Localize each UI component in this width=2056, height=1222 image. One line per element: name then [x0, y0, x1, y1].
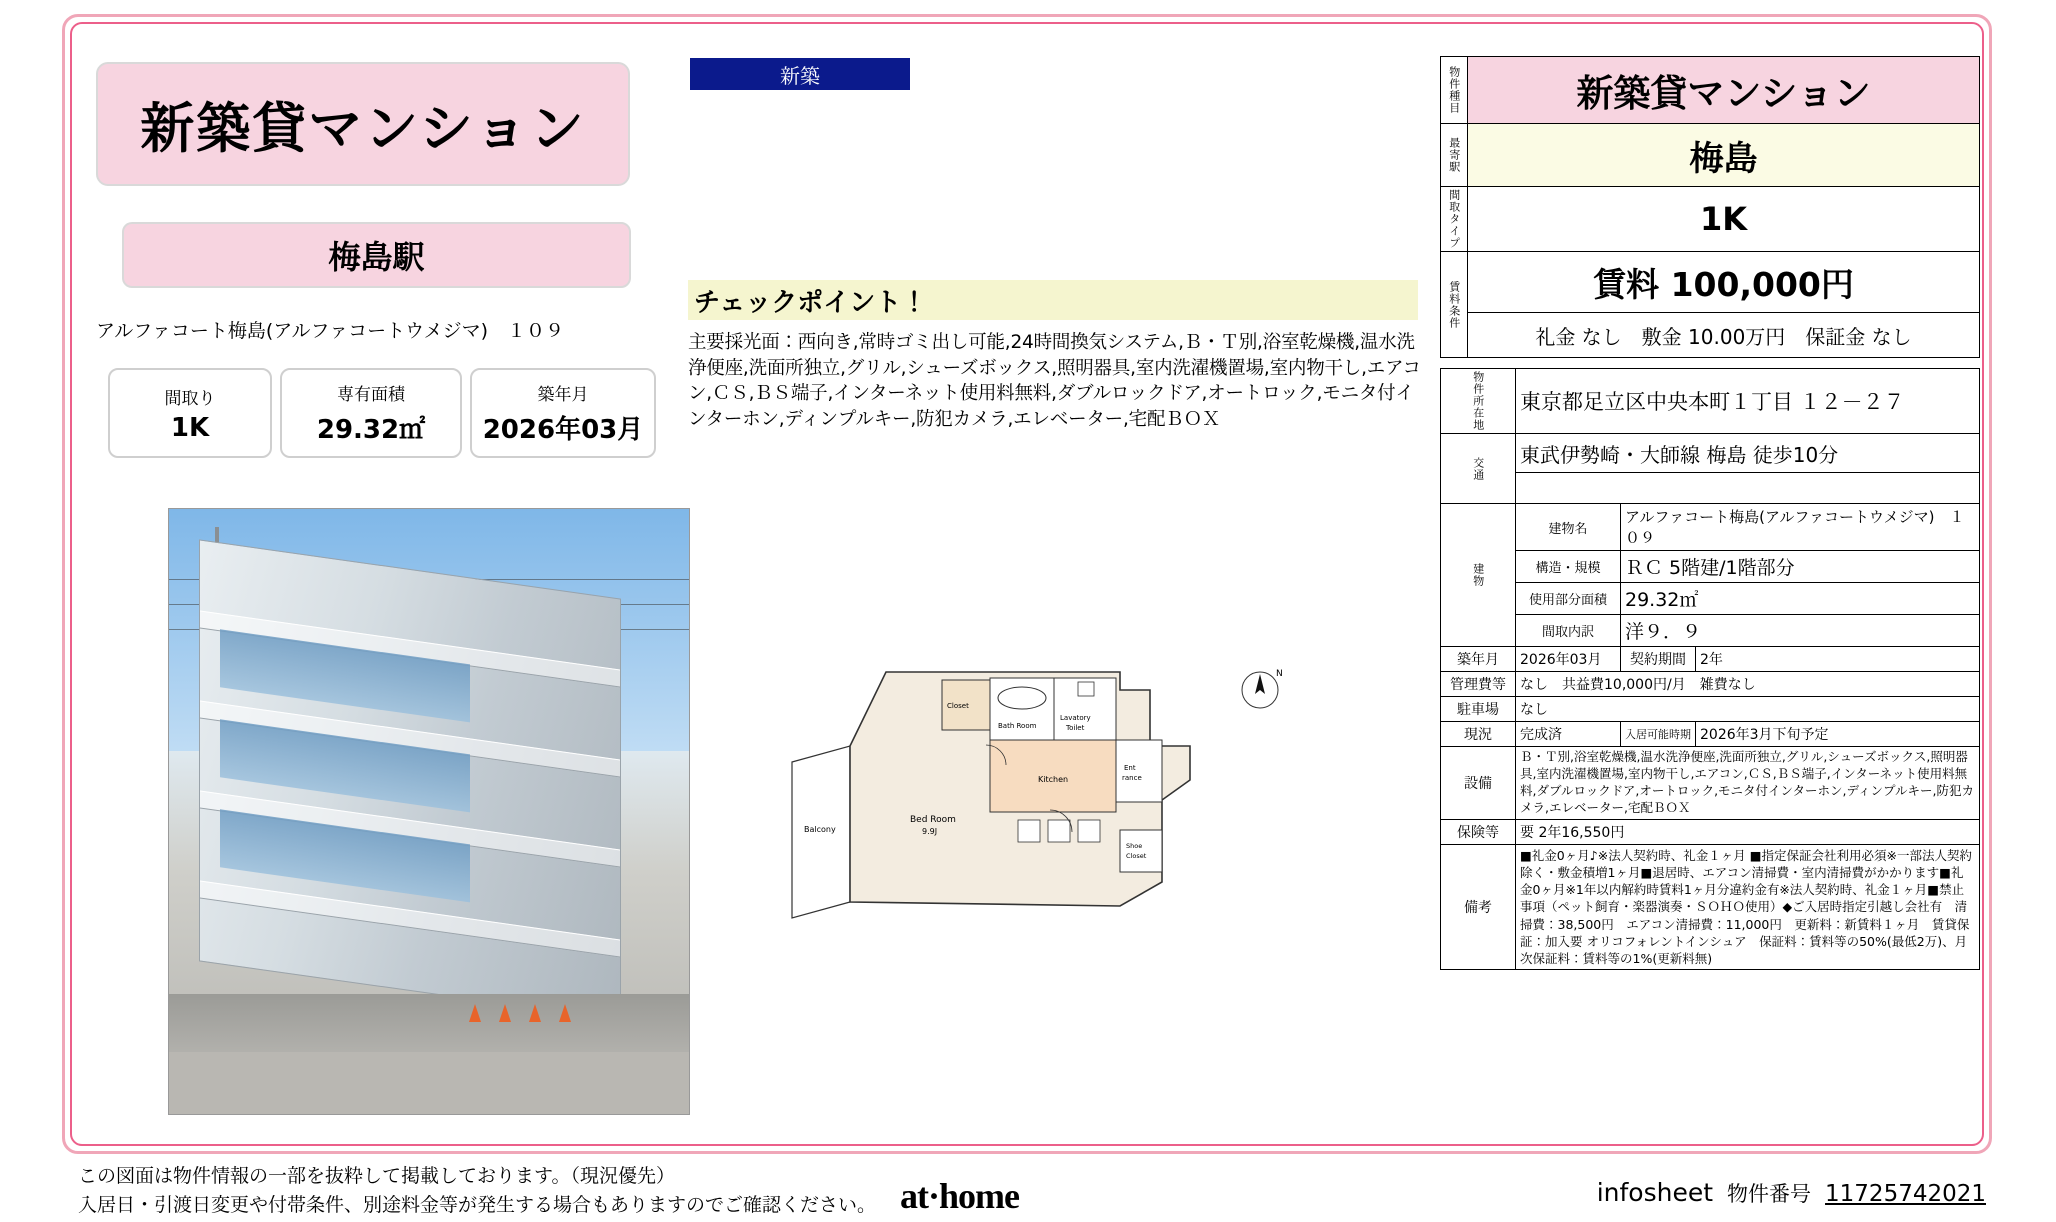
remarks-label: 備考	[1441, 844, 1516, 970]
station-box	[122, 222, 631, 288]
details-row-status	[1441, 722, 1980, 747]
spec-built	[470, 368, 656, 458]
details-address-value: 東京都足立区中央本町１丁目 １２－２７	[1516, 369, 1980, 434]
details-row-address	[1441, 369, 1980, 434]
infosheet-label: infosheet	[1596, 1178, 1714, 1207]
summary-station-label: 最寄駅	[1441, 124, 1468, 187]
spec-built-value: 2026年03月	[482, 415, 644, 445]
checkpoint-title: チェックポイント！	[688, 280, 1418, 320]
summary-row-terms	[1441, 313, 1980, 358]
parking-label: 駐車場	[1441, 697, 1516, 722]
details-building-label: 建物	[1441, 504, 1516, 647]
details-row-parking	[1441, 697, 1980, 722]
building-name-value: アルファコート梅島(アルファコートウメジマ) １０９	[1621, 504, 1980, 551]
compass-north: N	[1276, 669, 1283, 679]
floorplan-svg	[790, 650, 1330, 950]
building-name: アルファコート梅島(アルファコートウメジマ) １０９	[96, 320, 564, 342]
photo-road	[169, 1052, 689, 1114]
floorplan	[790, 650, 1330, 950]
svg-text:Balcony: Balcony	[804, 825, 836, 834]
property-type-title-box	[96, 62, 630, 186]
spec-built-label: 築年月	[537, 385, 589, 405]
infosheet-footer	[1597, 1178, 1986, 1208]
movein-label: 入居可能時期	[1621, 722, 1696, 747]
details-traffic-blank	[1516, 473, 1980, 504]
contract-period-label: 契約期間	[1621, 647, 1696, 672]
svg-text:9.9J: 9.9J	[922, 827, 938, 836]
built-label: 築年月	[1441, 647, 1516, 672]
summary-type-label: 物件種目	[1441, 57, 1468, 124]
station-name: 梅島駅	[328, 238, 425, 276]
svg-text:Lavatory: Lavatory	[1060, 714, 1091, 722]
footer-note-line2: 入居日・引渡日変更や付帯条件、別途料金等が発生する場合もありますのでご確認ください。	[78, 1193, 877, 1216]
property-number-value: 11725742021	[1825, 1181, 1986, 1207]
checkpoint-body: 主要採光面：西向き,常時ゴミ出し可能,24時間換気システム,Ｂ・Ｔ別,浴室乾燥機,温水洗浄便座,洗面所独立,グリル,シューズボックス,照明器具,室内洗濯機置場,室内物干し,エアコン,ＣＳ,ＢＳ端子,インターネット使用料無料,ダブルロックドア,オートロック,モニタ付インターホン,ディンプルキー,防犯カメラ,エレベーター,宅配ＢＯＸ	[688, 332, 1421, 430]
details-row-equipment	[1441, 747, 1980, 820]
photo-traffic-cone	[559, 1004, 571, 1022]
spec-layout-label: 間取り	[164, 388, 216, 409]
contract-period-value: 2年	[1696, 647, 1980, 672]
summary-station-value: 梅島	[1468, 124, 1980, 187]
details-row-remarks	[1441, 844, 1980, 970]
summary-row-rent	[1441, 252, 1980, 313]
details-row-building-name	[1441, 504, 1980, 551]
footer-note	[78, 1162, 978, 1219]
svg-text:Closet: Closet	[1126, 852, 1147, 860]
photo-traffic-cone	[499, 1004, 511, 1022]
summary-row-station	[1441, 124, 1980, 187]
building-photo	[168, 508, 690, 1115]
summary-rent-value: 賃料 100,000円	[1468, 252, 1980, 313]
building-name-label: 建物名	[1516, 504, 1621, 551]
summary-row-type	[1441, 57, 1980, 124]
details-row-insurance	[1441, 819, 1980, 844]
built-value: 2026年03月	[1516, 647, 1621, 672]
details-row-usearea	[1441, 583, 1980, 615]
photo-traffic-cone	[469, 1004, 481, 1022]
details-row-structure	[1441, 551, 1980, 583]
status-value: 完成済	[1516, 722, 1621, 747]
summary-table	[1440, 56, 1980, 358]
building-structure-value: ＲＣ 5階建/1階部分	[1621, 551, 1980, 583]
building-area-label: 使用部分面積	[1516, 583, 1621, 615]
svg-text:Bath Room: Bath Room	[998, 722, 1037, 730]
spec-area	[280, 368, 462, 458]
new-badge: 新築	[690, 58, 910, 90]
building-structure-label: 構造・規模	[1516, 551, 1621, 583]
right-summary-column	[1440, 56, 1980, 970]
svg-text:Toilet: Toilet	[1066, 724, 1085, 732]
summary-layout-value: 1K	[1468, 187, 1980, 252]
summary-type-value: 新築貸マンション	[1468, 57, 1980, 124]
details-row-built	[1441, 647, 1980, 672]
svg-text:Ent: Ent	[1124, 764, 1136, 772]
svg-text:Shoe: Shoe	[1126, 842, 1143, 850]
summary-terms-value: 礼金 なし 敷金 10.00万円 保証金 なし	[1468, 313, 1980, 358]
spec-area-label: 専有面積	[337, 385, 405, 405]
details-row-mgmtfee	[1441, 672, 1980, 697]
mgmtfee-label: 管理費等	[1441, 672, 1516, 697]
details-row-traffic	[1441, 434, 1980, 473]
details-traffic-value: 東武伊勢崎・大師線 梅島 徒歩10分	[1516, 434, 1980, 473]
equipment-label: 設備	[1441, 747, 1516, 820]
photo-building	[199, 539, 621, 1020]
building-layout-value: 洋９．９	[1621, 615, 1980, 647]
photo-traffic-cone	[529, 1004, 541, 1022]
athome-logo: at·home	[900, 1176, 1019, 1216]
spec-layout	[108, 368, 272, 458]
footer-note-line1: この図面は物件情報の一部を抜粋して掲載しております。（現況優先）	[78, 1165, 675, 1187]
details-table	[1440, 368, 1980, 970]
spec-layout-value: 1K	[170, 412, 210, 443]
property-number-label: 物件番号	[1727, 1182, 1812, 1206]
details-traffic-label: 交通	[1441, 434, 1516, 504]
property-type-title: 新築貸マンション	[140, 96, 586, 160]
details-address-label: 物件所在地	[1441, 369, 1516, 434]
status-label: 現況	[1441, 722, 1516, 747]
remarks-value: ■礼金0ヶ月♪※法人契約時、礼金１ヶ月 ■指定保証会社利用必須※一部法人契約除く・敷金積増1ヶ月■退居時、エアコン清掃費・室内清掃費がかかります■礼金0ヶ月※1年以内解約時賃料1ヶ月分違約金有※法人契約時、礼金１ヶ月■禁止事項（ペット飼育・楽器演奏・ＳＯＨＯ使用）◆ご入居時指定引越し会社有 清掃費：38,500円 エアコン清掃費：11,000円 更新料：新賃料１ヶ月 賃貸保証：加入要 オリコフォレントインシュア 保証料：賃料等の50%(最低2万)、月次保証料：賃料等の1%(更新料無)	[1516, 844, 1980, 970]
parking-value: なし	[1516, 697, 1980, 722]
mgmtfee-value: なし 共益費10,000円/月 雑費なし	[1516, 672, 1980, 697]
svg-text:Bed Room: Bed Room	[910, 815, 956, 825]
details-row-traffic-blank	[1441, 473, 1980, 504]
equipment-value: Ｂ・Ｔ別,浴室乾燥機,温水洗浄便座,洗面所独立,グリル,シューズボックス,照明器具,室内洗濯機置場,室内物干し,エアコン,ＣＳ,ＢＳ端子,インターネット使用料無料,ダブルロックドア,オートロック,モニタ付インターホン,ディンプルキー,防犯カメラ,エレベーター,宅配ＢＯＸ	[1516, 747, 1980, 820]
insurance-label: 保険等	[1441, 819, 1516, 844]
summary-layout-label: 間取タイプ	[1441, 187, 1468, 252]
insurance-value: 要 2年16,550円	[1516, 819, 1980, 844]
summary-row-layout	[1441, 187, 1980, 252]
building-area-value: 29.32㎡	[1621, 583, 1980, 615]
spec-row	[108, 368, 668, 454]
building-layout-label: 間取内訳	[1516, 615, 1621, 647]
svg-text:Kitchen: Kitchen	[1038, 775, 1069, 784]
spec-area-value: 29.32㎡	[316, 415, 426, 445]
summary-terms-label: 賃料条件	[1441, 252, 1468, 358]
svg-text:rance: rance	[1122, 774, 1142, 782]
details-row-layout-detail	[1441, 615, 1980, 647]
svg-text:Closet: Closet	[947, 702, 969, 710]
movein-value: 2026年3月下旬予定	[1696, 722, 1980, 747]
